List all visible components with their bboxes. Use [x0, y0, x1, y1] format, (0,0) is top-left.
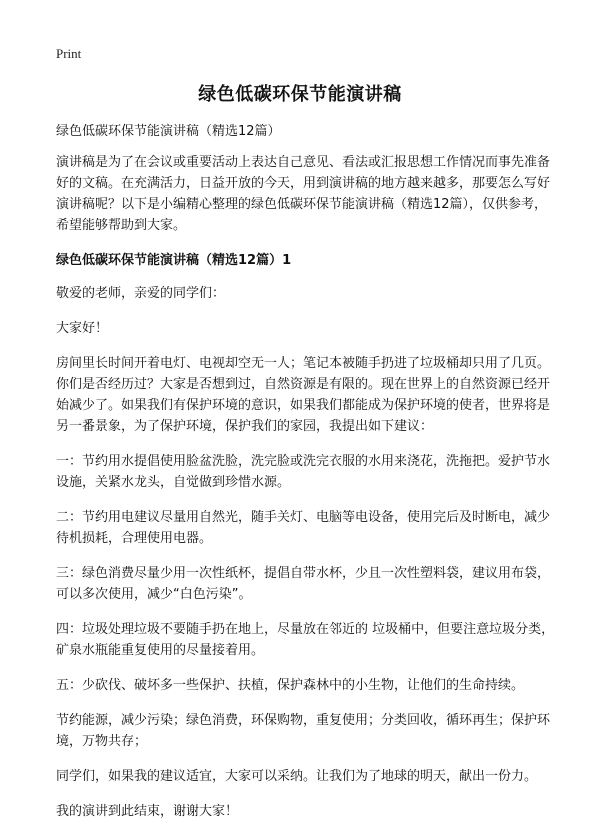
suggestion-green-consumption: 三：绿色消费尽量少用一次性纸杯，提倡自带水杯，少且一次性塑料袋，建议用布袋，可以多次使用，减少“白色污染”。	[56, 566, 551, 602]
print-link[interactable]: Print	[56, 46, 82, 61]
summary-paragraph: 节约能源，减少污染；绿色消费，环保购物，重复使用；分类回收，循环再生；保护环境，万物共存；	[56, 713, 551, 749]
section-heading: 绿色低碳环保节能演讲稿（精选12篇）1	[56, 253, 292, 268]
ending-paragraph: 我的演讲到此结束，谢谢大家！	[56, 804, 239, 819]
suggestion-garbage: 四：垃圾处理垃圾不要随手扔在地上，尽量放在邻近的 垃圾桶中，但要注意垃圾分类，矿泉水瓶能重复使用的尽量接着用。	[56, 622, 555, 658]
closing-paragraph: 同学们，如果我的建议适宜，大家可以采纳。让我们为了地球的明天，献出一份力。	[56, 769, 538, 784]
article-subtitle: 绿色低碳环保节能演讲稿（精选12篇）	[56, 124, 281, 139]
greeting-paragraph: 敬爱的老师，亲爱的同学们：	[56, 286, 226, 301]
suggestion-forest: 五：少砍伐、破坏多一些保护、扶植，保护森林中的小生物，让他们的生命持续。	[56, 678, 525, 693]
suggestion-water: 一：节约用水提倡使用脸盆洗脸，洗完脸或洗完衣服的水用来浇花，洗拖把。爱护节水设施，关紧水龙头，自觉做到珍惜水源。	[56, 454, 551, 490]
article-body	[56, 121, 556, 836]
page-title: 绿色低碳环保节能演讲稿	[198, 84, 402, 105]
body-paragraph: 房间里长时间开着电灯、电视却空无一人；笔记本被随手扔进了垃圾桶却只用了几页。你们是否经历过？大家是否想到过，自然资源是有限的。现在世界上的自然资源已经开始减少了。如果我们有保护环境的意识，如果我们都能成为保护环境的使者，世界将是另一番景象，为了保护环境，保护我们的家园，我提出如下建议：	[56, 356, 551, 434]
intro-paragraph: 演讲稿是为了在会议或重要活动上表达自己意见、看法或汇报思想工作情况而事先准备好的文稿。在充满活力，日益开放的今天，用到演讲稿的地方越来越多，那要怎么写好演讲稿呢？以下是小编精心整理的绿色低碳环保节能演讲稿（精选12篇），仅供参考，希望能够帮助到大家。	[56, 155, 551, 233]
suggestion-electricity: 二：节约用电建议尽量用自然光，随手关灯、电脑等电设备，使用完后及时断电，减少待机损耗，合理使用电器。	[56, 510, 551, 546]
salutation-paragraph: 大家好！	[56, 321, 109, 336]
